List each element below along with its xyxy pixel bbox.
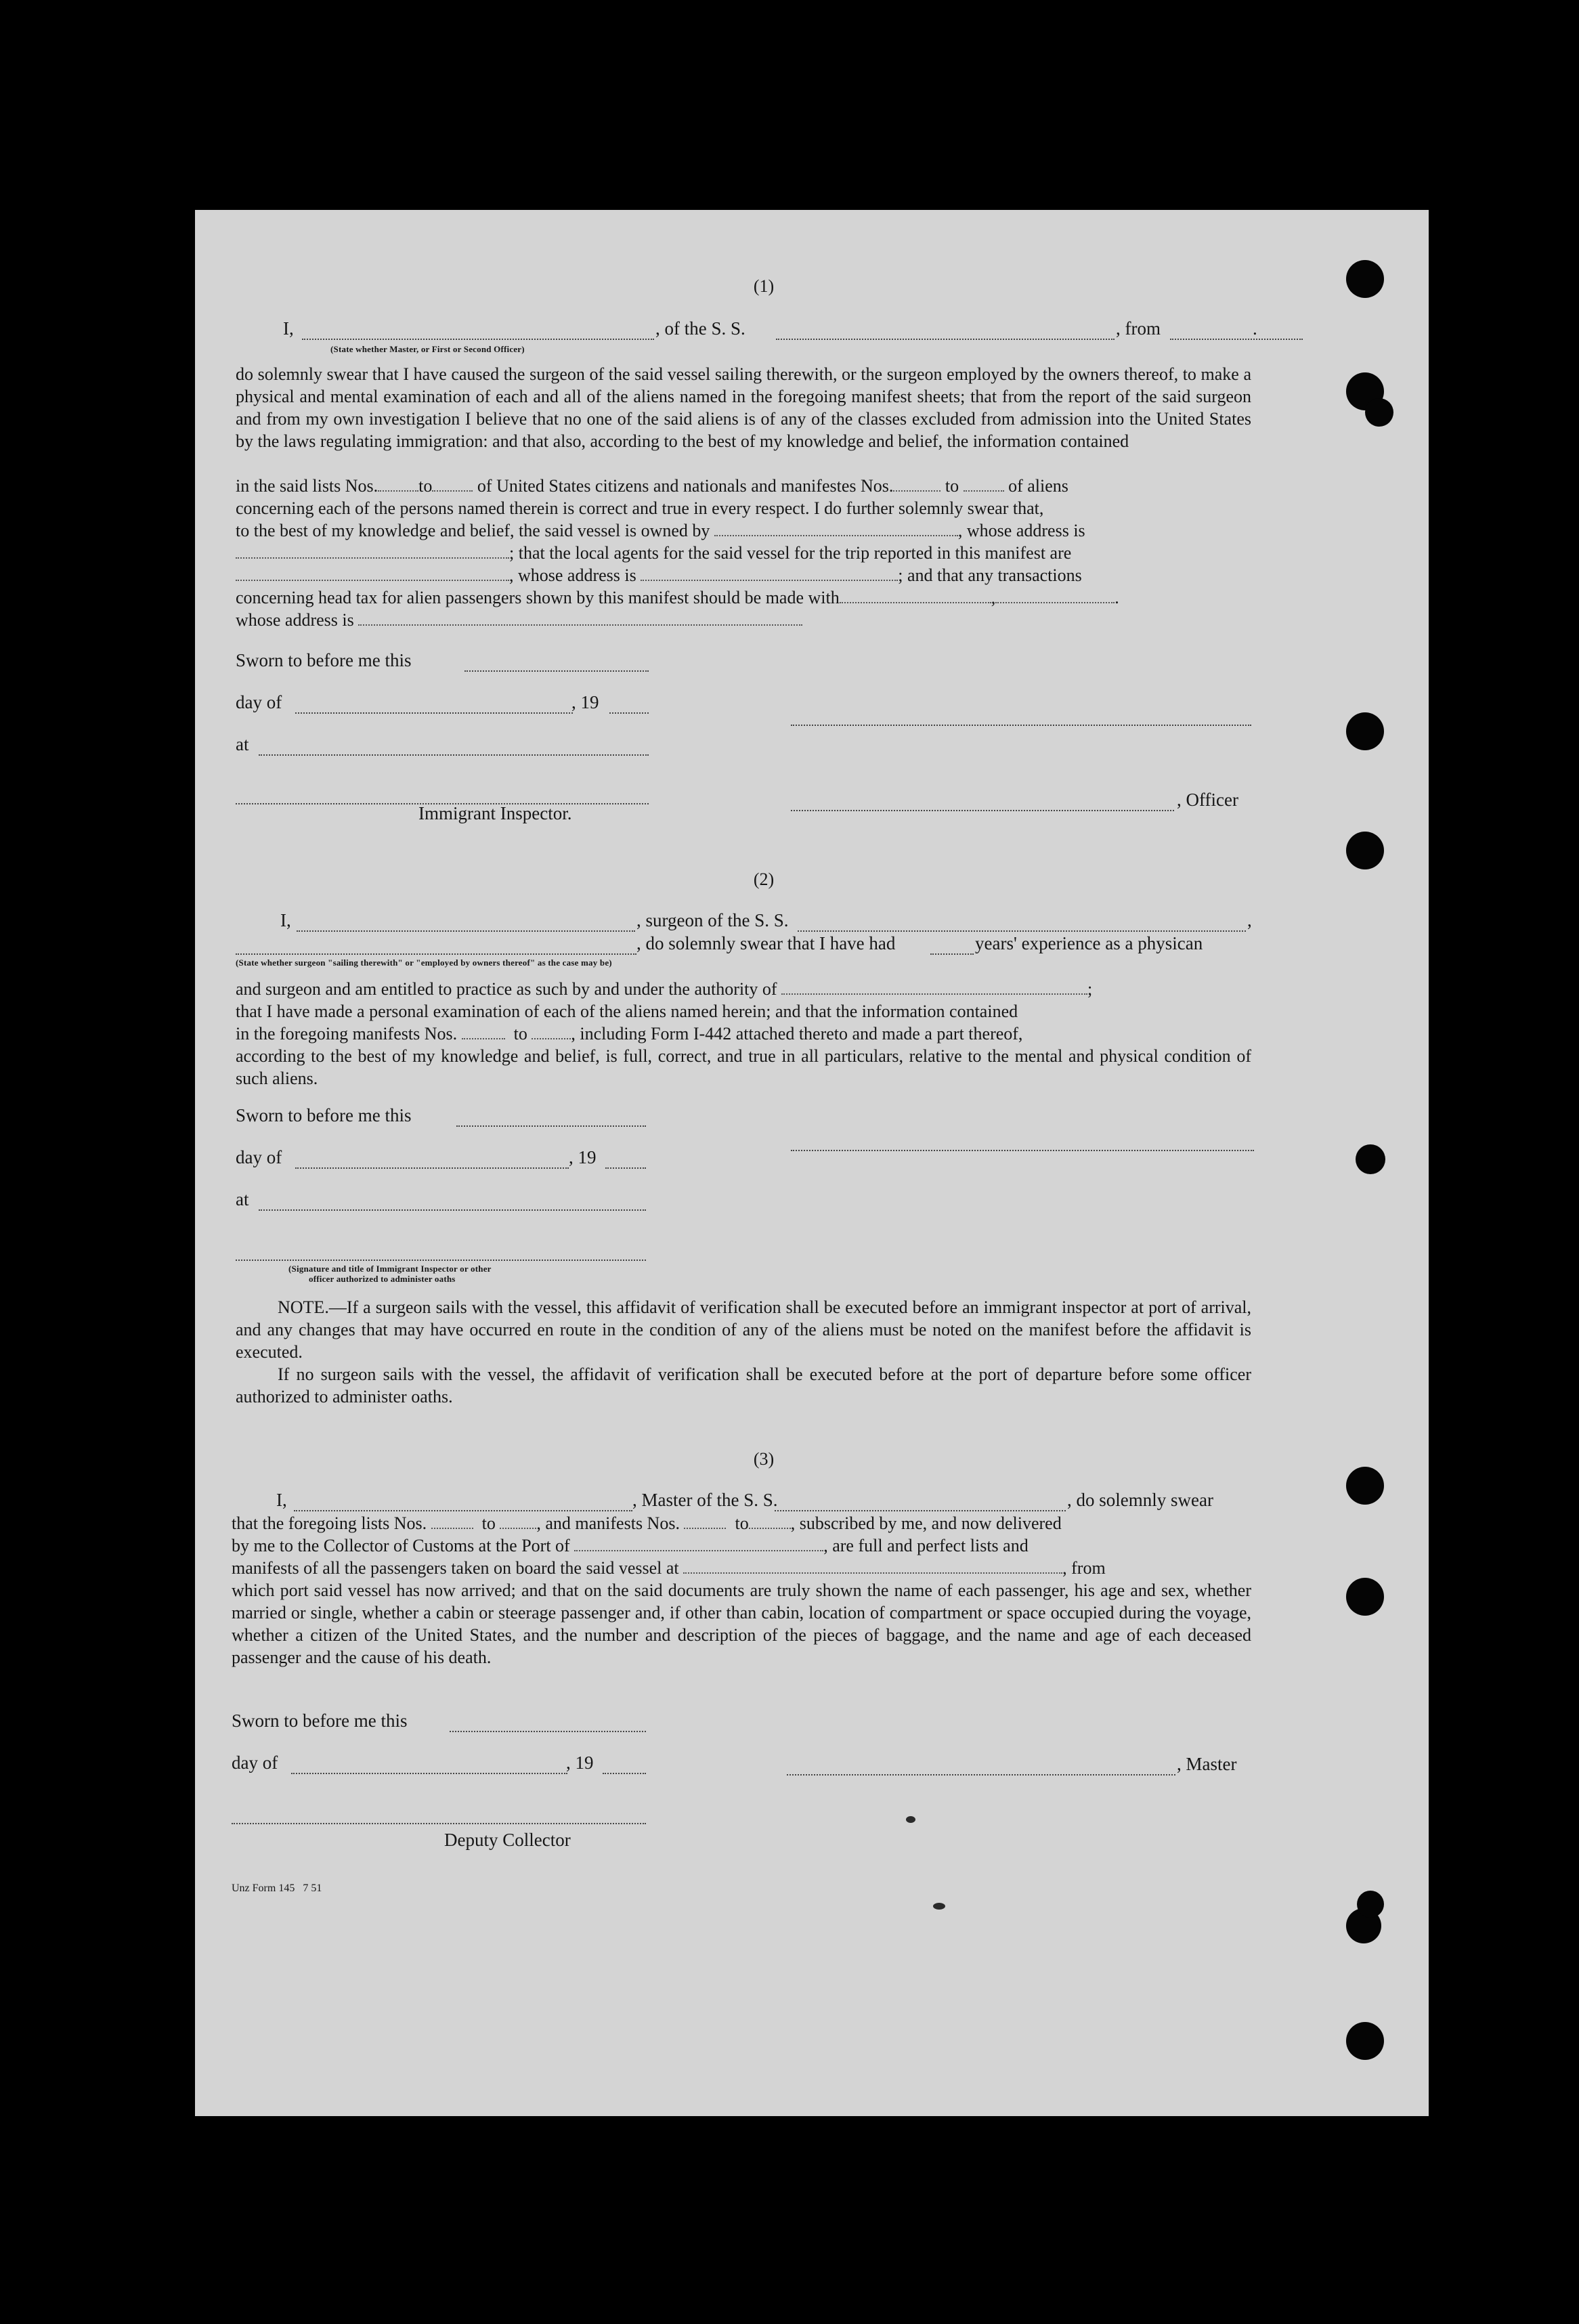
surgeon-of-ss-label: , surgeon of the S. S. (636, 910, 789, 930)
period: . (1253, 318, 1257, 339)
whose-address-label-2: , whose address is (509, 565, 636, 585)
do-solemnly-label: , do solemnly swear (1067, 1490, 1213, 1510)
immigrant-inspector-label: Immigrant Inspector. (418, 803, 572, 823)
at-place-field[interactable] (259, 754, 649, 756)
local-agents-label: ; that the local agents for the said vessel for the trip reported in this manifest are (509, 543, 1072, 563)
passenger-paragraph: which port said vessel has now arrived; and that on the said documents are truly shown the name of each passenger, his age and sex, whether married or single, whether a cabin or steerage passenger and, if other than cabin, location of compartment or space occupied during the voyage, whether a citizen of the United States, and the number and description of the pieces of baggage, and the name and age of each deceased passenger and the cause of his death. (232, 1580, 1251, 1667)
surgeon-status-field[interactable] (236, 953, 636, 955)
head-tax-address-line (236, 609, 1251, 631)
sworn-label: Sworn to before me this (236, 1105, 412, 1125)
sworn-date-field[interactable] (464, 670, 649, 672)
deputy-collector-label: Deputy Collector (444, 1830, 571, 1850)
manifest-no-to-field[interactable] (964, 475, 1004, 492)
collector-signature-field[interactable] (232, 1823, 646, 1824)
owned-by-label: to the best of my knowledge and belief, the said vessel is owned by (236, 521, 710, 540)
at-place-field[interactable] (259, 1209, 646, 1211)
section-number: (2) (753, 869, 775, 889)
agents-field[interactable] (236, 565, 509, 581)
day-of-label: day of (232, 1752, 278, 1773)
binder-hole (1346, 1578, 1384, 1616)
sworn-date-field[interactable] (450, 1731, 646, 1732)
to-label: to (513, 1024, 527, 1043)
owner-address-field[interactable] (236, 542, 509, 559)
month-field[interactable] (295, 1167, 569, 1169)
full-perfect-label: , are full and perfect lists and (823, 1536, 1029, 1555)
month-field[interactable] (295, 712, 573, 714)
manifest-no-from-field[interactable] (893, 475, 940, 492)
to-label-2: to (945, 476, 959, 496)
officer-signature-field[interactable] (791, 810, 1174, 811)
binder-hole (1346, 1467, 1384, 1505)
month-field[interactable] (291, 1773, 567, 1774)
port-field[interactable] (574, 1535, 823, 1551)
officer-label: , Officer (1177, 790, 1238, 810)
lists-line (236, 475, 1251, 497)
officer-rank-field[interactable] (302, 339, 654, 340)
exam-paragraph: that I have made a personal examination of each of the aliens named herein; and that the information contained (236, 1002, 1018, 1021)
us-citizens-label: of United States citizens and nationals and manifestes Nos. (477, 476, 894, 496)
manifests-all-label: manifests of all the passengers taken on board the said vessel at (232, 1558, 679, 1578)
owned-by-line (236, 519, 1251, 542)
head-tax-label: concerning head tax for alien passengers shown by this manifest should be made with (236, 588, 840, 607)
foregoing-lists-line (232, 1512, 1254, 1534)
year-prefix: , 19 (569, 1147, 597, 1167)
at-label: at (236, 734, 249, 754)
binder-hole (1365, 398, 1393, 427)
vessel-name-field[interactable] (776, 339, 1115, 340)
surgeon-status-note: (State whether surgeon "sailing therewith" or "employed by owners thereof" as the case may be) (236, 957, 612, 968)
section-number: (3) (753, 1449, 775, 1469)
surgeon-name-field[interactable] (297, 930, 635, 932)
vessel-name-field[interactable] (798, 930, 1246, 932)
binder-hole (1346, 712, 1384, 750)
sworn-date-field[interactable] (456, 1125, 646, 1127)
to-label: to (418, 476, 433, 496)
condition-paragraph: according to the best of my knowledge and belief, is full, correct, and true in all particulars, relative to the mental and physical condition of such aliens. (236, 1046, 1251, 1088)
year-prefix: , 19 (566, 1752, 594, 1773)
list-no-to-field[interactable] (500, 1513, 536, 1529)
i-label: I, (280, 910, 291, 930)
binder-hole (1356, 1144, 1385, 1174)
whose-address-label: , whose address is (957, 521, 1085, 540)
manifest-no-to-field[interactable] (749, 1513, 791, 1529)
surgeon-signature-field[interactable] (791, 1150, 1254, 1151)
years-exp-label: years' experience as a physican (975, 933, 1203, 953)
ink-smudge (933, 1903, 945, 1910)
note-paragraph-2: If no surgeon sails with the vessel, the affidavit of verification shall be executed before at the port of departure before some officer authorized to administer oaths. (236, 1364, 1251, 1406)
foregoing-label: in the foregoing manifests Nos. (236, 1024, 458, 1043)
binder-hole (1346, 2022, 1384, 2060)
transactions-label: ; and that any transactions (898, 565, 1082, 585)
master-label: , Master (1177, 1754, 1237, 1774)
whose-address-label-3: whose address is (236, 610, 354, 630)
head-tax-agent-field[interactable] (840, 587, 991, 603)
year-field[interactable] (609, 712, 649, 714)
head-tax-line: concerning head tax for alien passengers shown by this manifest should be made with , . (236, 588, 1119, 607)
agents-line (236, 542, 1251, 564)
signature-note: (Signature and title of Immigrant Inspector or other (288, 1264, 492, 1274)
master-name-field[interactable] (294, 1510, 632, 1511)
year-field[interactable] (603, 1773, 646, 1774)
collector-label: by me to the Collector of Customs at the Port of (232, 1536, 570, 1555)
including-label: , including Form I-442 attached thereto and made a part thereof, (571, 1024, 1023, 1043)
from-label: , from (1062, 1558, 1106, 1578)
ink-smudge (906, 1816, 915, 1823)
head-tax-agent-2-field[interactable] (995, 587, 1115, 603)
agents-address-line (236, 564, 1251, 586)
binder-hole (1357, 1891, 1384, 1918)
owner-field[interactable] (714, 520, 958, 536)
oath-paragraph-1: do solemnly swear that I have caused the surgeon of the said vessel sailing therewith, or the surgeon employed by the owners thereof, to make a physical and mental examination of each and all of the aliens named in the foregoing manifest sheets; that from the report of the said surgeon and from my own investigation I believe that no one of the said aliens is of any of the classes excluded from admission into the United States by the laws regulating immigration: and that also, according to the best of my knowledge and belief, the information contained (236, 364, 1251, 451)
binder-hole (1346, 260, 1384, 298)
foregoing-line (236, 1023, 1251, 1045)
sworn-label: Sworn to before me this (232, 1710, 408, 1731)
inspector-signature-field[interactable] (236, 1260, 646, 1261)
binder-hole (1346, 832, 1384, 869)
year-field[interactable] (605, 1167, 646, 1169)
from-label: , from (1116, 318, 1161, 339)
from-port-field[interactable] (1170, 339, 1303, 340)
subscribed-label: , subscribed by me, and now delivered (790, 1513, 1062, 1533)
master-of-ss-label: , Master of the S. S. (632, 1490, 778, 1510)
day-of-label: day of (236, 1147, 282, 1167)
signature-field[interactable] (791, 725, 1251, 726)
list-no-from-field[interactable] (378, 475, 418, 492)
form-page (195, 210, 1429, 2116)
manifest-no-from-field[interactable] (684, 1513, 726, 1529)
head-tax-address-field[interactable] (358, 609, 802, 626)
manifest-no-from-field[interactable] (462, 1023, 505, 1039)
form-id: Unz Form 145 7 51 (232, 1882, 322, 1894)
vessel-name-field[interactable] (775, 1510, 1066, 1511)
sworn-label: Sworn to before me this (236, 650, 412, 670)
rank-note: (State whether Master, or First or Second Officer) (330, 344, 525, 354)
to-label-2: to (735, 1513, 749, 1533)
do-solemnly-label: , do solemnly swear that I have had (636, 933, 896, 953)
list-no-to-field[interactable] (432, 475, 473, 492)
lists-label: in the said lists Nos. (236, 476, 378, 496)
day-of-label: day of (236, 692, 282, 712)
master-signature-field[interactable] (787, 1774, 1175, 1776)
agents-address-field[interactable] (641, 565, 898, 581)
manifests-all-line (232, 1557, 1254, 1579)
year-prefix: , 19 (571, 692, 599, 712)
list-no-from-field[interactable] (431, 1513, 473, 1529)
oath-paragraph-2: concerning each of the persons named therein is correct and true in every respect. I do further solemnly swear that, (236, 498, 1044, 518)
authority-field[interactable] (781, 978, 1087, 995)
collector-line (232, 1534, 1254, 1557)
aliens-label: of aliens (1008, 476, 1068, 496)
signature-note: officer authorized to administer oaths (309, 1274, 456, 1284)
years-field[interactable] (930, 953, 974, 955)
i-label: I, (276, 1490, 287, 1510)
to-label: to (481, 1513, 496, 1533)
of-ss-label: , of the S. S. (655, 318, 745, 339)
and-manifests-label: , and manifests Nos. (536, 1513, 680, 1533)
comma: , (1247, 910, 1252, 930)
note-paragraph-1: NOTE.—If a surgeon sails with the vessel, this affidavit of verification shall be executed before an immigrant inspector at port of arrival, and any changes that may have occurred en route in the condition of any of the aliens must be noted on the manifest before the affidavit is executed. (236, 1297, 1251, 1362)
i-label: I, (283, 318, 294, 339)
manifest-no-to-field[interactable] (532, 1023, 571, 1039)
section-number: (1) (753, 276, 775, 296)
authority-line: and surgeon and am entitled to practice as such by and under the authority of ; (236, 979, 1093, 999)
at-label: at (236, 1189, 249, 1209)
boarding-port-field[interactable] (683, 1557, 1062, 1574)
authority-label: and surgeon and am entitled to practice as such by and under the authority of (236, 979, 777, 999)
foregoing-lists-label: that the foregoing lists Nos. (232, 1513, 427, 1533)
